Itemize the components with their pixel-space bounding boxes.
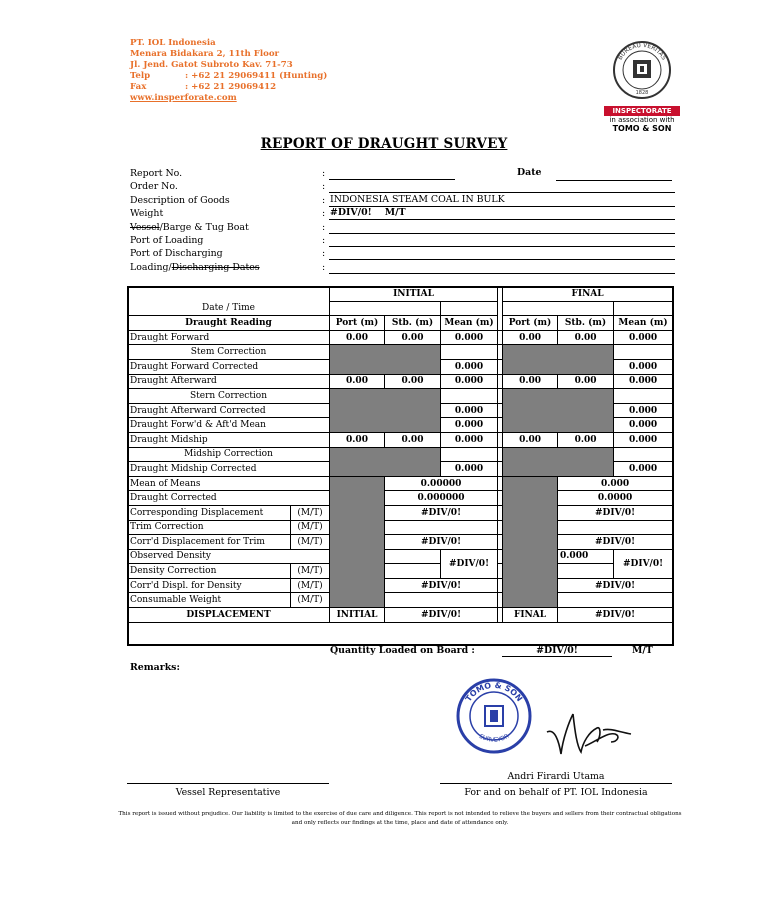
company-address-line1: Menara Bidakara 2, 11th Floor xyxy=(130,49,280,59)
inspectorate-brand: INSPECTORATE xyxy=(604,106,680,116)
bureau-veritas-seal-icon xyxy=(611,40,673,100)
table-row: Draught Corrected 0.000000 0.0000 xyxy=(128,491,673,506)
table-row: Stern Correction xyxy=(128,389,673,404)
weight-value: #DIV/0! M/T xyxy=(330,207,406,219)
disclaimer: This report is issued without prejudice. Our liability is limited to the exercise of due care and diligence. This report is not intended to relieve the buyers and sellers from their contractual obligations and only reflects our findings at the time, place and date of attendance only. xyxy=(118,811,682,826)
table-row: Draught Forw'd & Aft'd Mean 0.000 0.000 xyxy=(128,418,673,433)
quantity-loaded-unit: M/T xyxy=(632,645,653,656)
initial-date-cell[interactable] xyxy=(330,301,441,316)
table-row: Draught Afterward Corrected 0.000 0.000 xyxy=(128,403,673,418)
table-row: Draught Forward 0.00 0.00 0.000 0.00 0.00 0.000 xyxy=(128,330,673,345)
company-telp: Telp : +62 21 29069411 (Hunting) xyxy=(130,71,328,81)
company-stamp-icon xyxy=(456,678,532,754)
table-row: Corr'd Displacement for Trim (M/T) #DIV/0! #DIV/0! xyxy=(128,535,673,550)
table-row: Draught Midship 0.00 0.00 0.000 0.00 0.00 0.000 xyxy=(128,432,673,447)
draught-survey-table xyxy=(127,286,673,623)
final-date-cell[interactable] xyxy=(503,301,614,316)
partner-name: TOMO & SON xyxy=(612,124,672,133)
final-time-cell[interactable] xyxy=(614,301,673,316)
table-row: Draught Midship Corrected 0.000 0.000 xyxy=(128,462,673,477)
table-row: Corresponding Displacement (M/T) #DIV/0! #DIV/0! xyxy=(128,505,673,520)
company-address-line2: Jl. Jend. Gatot Subroto Kav. 71-73 xyxy=(130,60,293,70)
date-field[interactable] xyxy=(556,180,672,181)
table-row: Density Correction (M/T) xyxy=(128,564,673,579)
table-header-row xyxy=(128,287,673,302)
table-row: Consumable Weight (M/T) xyxy=(128,593,673,608)
loading-port-row: Port of Loading : xyxy=(130,234,675,247)
vessel-rep-signature-line xyxy=(127,783,329,784)
surveyor-signature-line xyxy=(440,783,672,784)
vessel-representative-label: Vessel Representative xyxy=(175,787,281,798)
draught-reading-label: Draught Reading xyxy=(128,316,330,331)
company-name: PT. IOL Indonesia xyxy=(130,38,216,48)
stamp-top-text: TOMO & SON xyxy=(463,680,525,704)
discharging-port-row: Port of Discharging : xyxy=(130,247,675,260)
seal-text: BUREAU VERITAS xyxy=(616,41,668,62)
table-row: Trim Correction (M/T) xyxy=(128,520,673,535)
surveyor-name: Andri Firardi Utama xyxy=(507,771,605,782)
company-fax: Fax : +62 21 29069412 xyxy=(130,82,277,92)
association-text: in association with xyxy=(609,116,675,124)
order-no-row: Order No. : xyxy=(130,180,675,193)
signature-icon xyxy=(545,702,635,762)
displacement-row: DISPLACEMENT INITIAL #DIV/0! FINAL #DIV/0! xyxy=(128,608,673,623)
table-row: Draught Afterward 0.00 0.00 0.000 0.00 0.00 0.000 xyxy=(128,374,673,389)
final-header: FINAL xyxy=(503,287,673,302)
goods-value: INDONESIA STEAM COAL IN BULK xyxy=(330,193,505,205)
remarks-label: Remarks: xyxy=(130,662,180,673)
report-no-row: Report No. : xyxy=(130,167,675,180)
table-row: Stem Correction xyxy=(128,345,673,360)
dates-row: Loading/Discharging Dates : xyxy=(130,261,675,274)
table-row: Draught Forward Corrected 0.000 0.000 xyxy=(128,359,673,374)
quantity-loaded-label: Quantity Loaded on Board : xyxy=(330,645,475,656)
initial-time-cell[interactable] xyxy=(441,301,498,316)
table-row: Observed Density #DIV/0! 0.000 #DIV/0! xyxy=(128,549,673,564)
goods-row: Description of Goods : INDONESIA STEAM COAL IN BULK xyxy=(130,194,675,207)
dates-field[interactable] xyxy=(329,273,675,274)
report-title: REPORT OF DRAUGHT SURVEY xyxy=(260,136,508,152)
company-header xyxy=(130,38,327,104)
date-label: Date xyxy=(517,167,542,178)
seal-year: 1828 xyxy=(635,90,649,96)
date-time-row xyxy=(128,301,673,316)
initial-header: INITIAL xyxy=(330,287,498,302)
table-row: Mean of Means 0.00000 0.000 xyxy=(128,476,673,491)
weight-row: Weight : #DIV/0! M/T xyxy=(130,207,675,220)
vessel-row: Vessel/Barge & Tug Boat : xyxy=(130,221,675,234)
company-website-link[interactable]: www.insperforate.com xyxy=(130,93,237,103)
table-row: Midship Correction xyxy=(128,447,673,462)
draught-reading-header-row: Draught Reading Port (m) Stb. (m) Mean (m) Port (m) Stb. (m) Mean (m) xyxy=(128,316,673,331)
report-info xyxy=(130,167,675,274)
on-behalf-label: For and on behalf of PT. IOL Indonesia xyxy=(464,787,648,798)
date-time-label: Date / Time xyxy=(128,301,330,316)
quantity-loaded-value: #DIV/0! xyxy=(502,645,612,657)
table-row: Corr'd Displ. for Density (M/T) #DIV/0! #DIV/0! xyxy=(128,578,673,593)
inspectorate-logo xyxy=(604,40,680,133)
stamp-bottom-text: SURVEYOR xyxy=(477,732,511,744)
